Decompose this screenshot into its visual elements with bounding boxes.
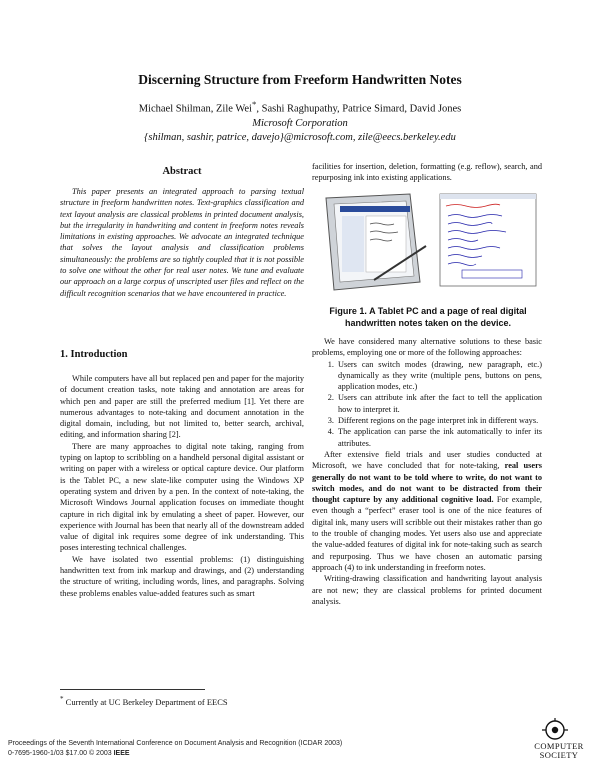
author-block [0, 97, 600, 145]
approaches-intro: We have considered many alternative solutions to these basic problems, employing one or more of the following approaches: [312, 337, 542, 358]
paper-title: Discerning Structure from Freeform Handwritten Notes [138, 72, 462, 87]
copyright-text: 0-7695-1960-1/03 $17.00 © 2003 [8, 750, 114, 757]
abstract-paragraph: This paper presents an integrated approach to parsing textual structure in freeform handwritten notes. Text-graphics classification and text layout analysis are classical problems in printed document analysis, but the irregularity in handwriting and content in freeform notes reveals limitations in existing approaches. We advocate an integrated technique that solves the layout analysis and classification problems simultaneously: the problems are so tightly coupled that it is not possible to solve one without the other for real user notes. We tune and evaluate our approach on a large corpus of unscripted user files and reflect on the difficult recognition scenarios that we have encountered in practice. [60, 187, 304, 298]
abstract-text [60, 186, 304, 299]
list-item: 2. Users can attribute ink after the fact to tell the application how to interpret it. [336, 392, 542, 415]
affiliation: Microsoft Corporation [252, 117, 348, 129]
intro-section [60, 373, 304, 599]
right-column-body [312, 336, 542, 607]
findings-start: After extensive field trials and user studies conducted at Microsoft, we have concluded that for note-taking, [312, 449, 542, 471]
proceedings-line: Proceedings of the Seventh International Conference on Document Analysis and Recognition (ICDAR 2003) [8, 740, 343, 747]
findings-paragraph [312, 449, 542, 573]
handwritten-notes-image [440, 194, 536, 286]
footnote [60, 695, 228, 707]
tablet-pc-image [326, 194, 426, 290]
computer-society-wordmark [526, 742, 592, 760]
intro-paragraph: There are many approaches to digital note taking, ranging from typing on laptop to scribbling on a handheld personal digital assistant or writing on paper with a wireless or optical capture device. Our platform is the Tablet PC, a new slate-like computer using the Windows XP operating system and driven by a pen. In the context of note-taking, the Microsoft Windows Journal application focuses on immediate thought capture in rich digital ink by emulating a sheet of paper. However, our experience with Journal has been that nearly all of the downstream added value of digital ink requires some degree of ink understanding. This poses interesting technical challenges. [60, 441, 304, 553]
abstract-heading: Abstract [162, 166, 202, 177]
footnote-text: Currently at UC Berkeley Department of EECS [63, 696, 228, 707]
intro-paragraph: While computers have all but replaced pen and paper for the majority of document creation tasks, note taking and annotation are areas for which pen and paper are still the preferred medium [1]. Yet there are numerous advantages to note-taking and document annotation in the digital domain, including, but not limited to, better search, archival, editing, and information sharing [2]. [60, 374, 304, 440]
continued-paragraph: facilities for insertion, deletion, formatting (e.g. reflow), search, and repurposing ink into existing applications. [312, 162, 542, 183]
author-list [0, 97, 600, 117]
ieee-label: IEEE [113, 750, 130, 757]
intro-paragraph: We have isolated two essential problems: (1) distinguishing handwritten text from ink markup and drawings, and (2) understanding the structure of writing, including words, lines, and paragraphs. Solving these problems enables value-added features such as smart [60, 554, 304, 598]
figure-caption: Figure 1. A Tablet PC and a page of real digital handwritten notes taken on the device. [329, 306, 527, 328]
author-footnote-mark: * [251, 99, 257, 109]
footnote-divider [60, 689, 205, 690]
findings-end: For example, even though a “perfect” eraser tool is one of the nice features of digital ink, many users will scribble out their mistakes rather than go to the trouble of changing modes. Yet users also use and appreciate the value-added features of digital ink for note-taking such as search and repurposing. Thus we have chosen an automatic parsing approach (4) to ink understanding in freeform notes. [312, 495, 542, 572]
authors-rest: , Sashi Raghupathy, Patrice Simard, David Jones [256, 103, 462, 115]
approaches-list [312, 359, 542, 449]
list-item: 4. The application can parse the ink automatically to infer its attributes. [336, 426, 542, 449]
authors-first: Michael Shilman, Zile Wei [138, 103, 252, 115]
footnote-mark: * [60, 695, 64, 703]
copyright-line [8, 749, 342, 759]
list-item: 1. Users can switch modes (drawing, new paragraph, etc.) dynamically as they write (multiple pens, buttons on pens, application modes, etc.) [336, 359, 542, 393]
list-item: 3. Different regions on the page interpret ink in different ways. [336, 415, 542, 426]
findings-emphasis: real users generally do not want to be told where to write, do not want to switch modes, and do not want to be distracted from their thought capture by any additional cognitive load. [312, 461, 542, 505]
right-column-top [312, 161, 542, 184]
page-footer [8, 739, 342, 759]
classification-paragraph: Writing-drawing classification and handwriting layout analysis are not new; they are classical problems for printed document analysis. [312, 574, 542, 606]
logo-line-2: SOCIETY [539, 750, 579, 760]
logo-line-1: COMPUTER [534, 741, 584, 751]
figure-tablet-pc [312, 190, 542, 294]
intro-heading: 1. Introduction [60, 349, 128, 360]
author-emails: {shilman, sashir, patrice, davejo}@microsoft.com, zile@eecs.berkeley.edu [144, 131, 456, 143]
